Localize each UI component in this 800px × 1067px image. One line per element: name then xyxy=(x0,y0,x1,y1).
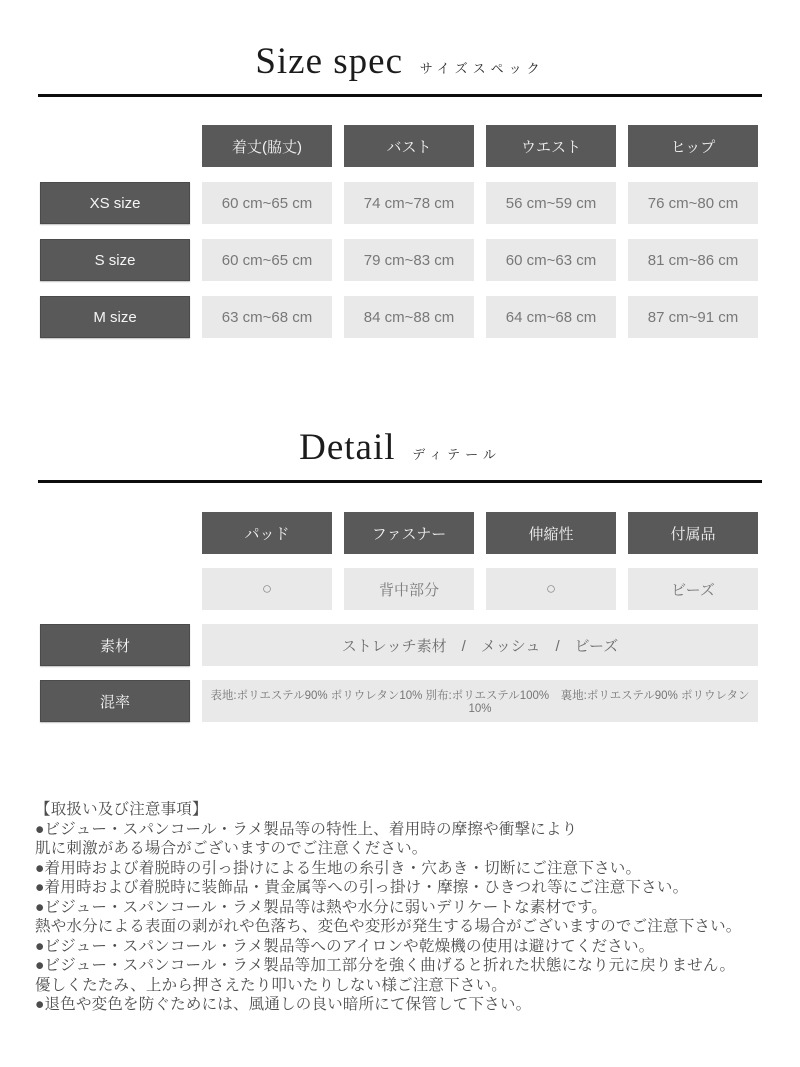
size-value-xs-length: 60 cm~65 cm xyxy=(202,182,332,224)
size-row-label-m: M size xyxy=(40,296,190,338)
notes-line: ●着用時および着脱時の引っ掛けによる生地の糸引き・穴あき・切断にご注意下さい。 xyxy=(35,859,642,877)
size-spec-divider xyxy=(38,94,762,97)
detail-value-accessory: ビーズ xyxy=(628,568,758,610)
detail-title-ja: ディテール xyxy=(412,447,501,462)
size-value-m-hip: 87 cm~91 cm xyxy=(628,296,758,338)
detail-section xyxy=(0,426,800,722)
size-table-corner-spacer xyxy=(40,125,190,167)
detail-table xyxy=(40,512,758,722)
size-spec-title xyxy=(0,0,800,83)
mixture-value: 表地:ポリエステル90% ポリウレタン10% 別布:ポリエステル100% 裏地:ポリエステル90% ポリウレタン10% xyxy=(202,680,758,722)
size-value-m-bust: 84 cm~88 cm xyxy=(344,296,474,338)
notes-line: ●着用時および着脱時に装飾品・貴金属等への引っ掛け・摩擦・ひきつれ等にご注意下さい。 xyxy=(35,879,689,896)
detail-col-header-stretch: 伸縮性 xyxy=(486,512,616,554)
detail-title xyxy=(0,426,800,469)
detail-title-en: Detail xyxy=(299,427,396,468)
notes-line: 肌に刺激がある場合がございますのでご注意ください。 xyxy=(35,840,428,857)
size-value-m-length: 63 cm~68 cm xyxy=(202,296,332,338)
size-row-label-xs: XS size xyxy=(40,182,190,224)
size-value-m-waist: 64 cm~68 cm xyxy=(486,296,616,338)
notes-line: ●ビジュー・スパンコール・ラメ製品等の特性上、着用時の摩擦や衝撃により xyxy=(35,820,578,838)
size-col-header-bust: バスト xyxy=(344,125,474,167)
detail-value-fastener: 背中部分 xyxy=(344,568,474,610)
size-value-s-length: 60 cm~65 cm xyxy=(202,239,332,281)
material-value: ストレッチ素材 / メッシュ / ビーズ xyxy=(202,624,758,666)
notes-heading: 【取扱い及び注意事項】 xyxy=(35,801,208,818)
detail-value-stretch: ○ xyxy=(486,568,616,610)
notes-line: 熱や水分による表面の剥がれや色落ち、変色や変形が発生する場合がございますのでご注意下さい。 xyxy=(35,918,742,935)
detail-col-header-accessory: 付属品 xyxy=(628,512,758,554)
detail-value-pad: ○ xyxy=(202,568,332,610)
size-row-label-s: S size xyxy=(40,239,190,281)
handling-notes xyxy=(35,800,800,1015)
detail-col-header-fastener: ファスナー xyxy=(344,512,474,554)
notes-line: ●ビジュー・スパンコール・ラメ製品等は熱や水分に弱いデリケートな素材です。 xyxy=(35,898,608,916)
size-col-header-hip: ヒップ xyxy=(628,125,758,167)
material-row-label: 素材 xyxy=(40,624,190,666)
size-col-header-length: 着丈(脇丈) xyxy=(202,125,332,167)
detail-col-header-pad: パッド xyxy=(202,512,332,554)
mixture-row-label: 混率 xyxy=(40,680,190,722)
size-value-s-bust: 79 cm~83 cm xyxy=(344,239,474,281)
detail-divider xyxy=(38,480,762,483)
size-value-xs-bust: 74 cm~78 cm xyxy=(344,182,474,224)
size-spec-title-en: Size spec xyxy=(255,41,404,82)
detail-table-corner-spacer xyxy=(40,512,190,554)
size-spec-title-ja: サイズスペック xyxy=(419,61,545,76)
size-spec-section xyxy=(0,0,800,338)
notes-line: ●ビジュー・スパンコール・ラメ製品等加工部分を強く曲げると折れた状態になり元に戻りません。 xyxy=(35,957,736,974)
size-value-s-waist: 60 cm~63 cm xyxy=(486,239,616,281)
size-table xyxy=(40,125,758,338)
notes-line: ●退色や変色を防ぐためには、風通しの良い暗所にて保管して下さい。 xyxy=(35,996,532,1013)
size-value-xs-hip: 76 cm~80 cm xyxy=(628,182,758,224)
notes-line: ●ビジュー・スパンコール・ラメ製品等へのアイロンや乾燥機の使用は避けてください。 xyxy=(35,937,655,955)
detail-value-row-spacer xyxy=(40,568,190,610)
size-value-xs-waist: 56 cm~59 cm xyxy=(486,182,616,224)
size-value-s-hip: 81 cm~86 cm xyxy=(628,239,758,281)
size-col-header-waist: ウエスト xyxy=(486,125,616,167)
notes-line: 優しくたたみ、上から押さえたり叩いたりしない様ご注意下さい。 xyxy=(35,976,507,994)
